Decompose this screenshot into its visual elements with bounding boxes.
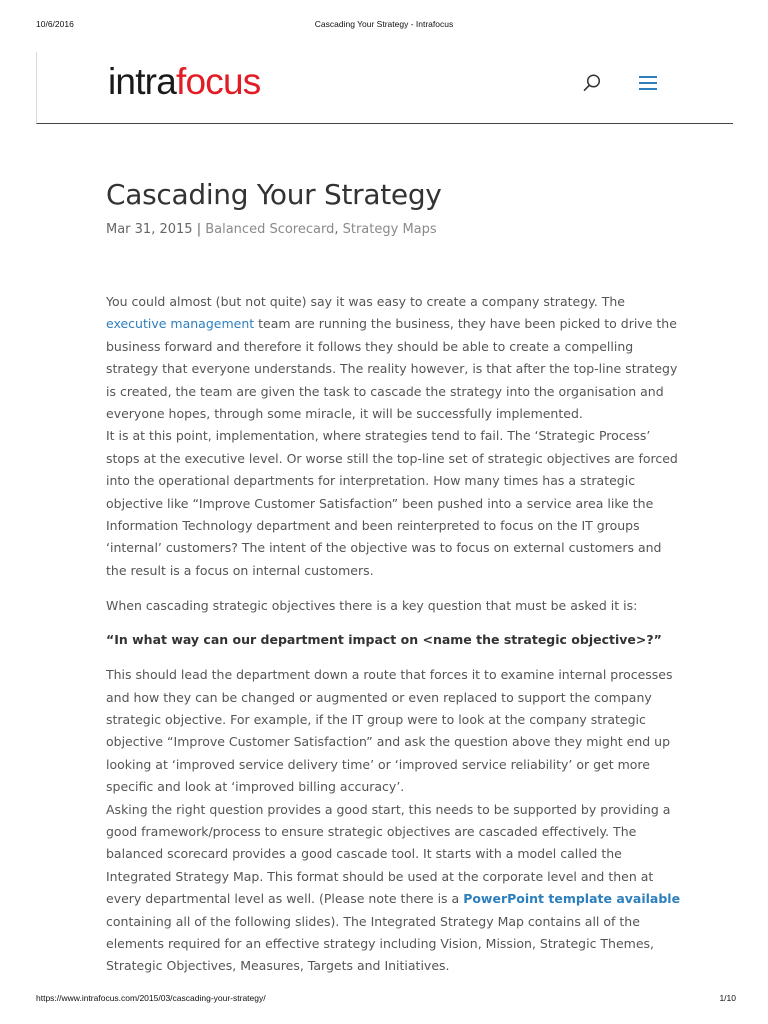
intrafocus-logo[interactable] <box>108 58 260 106</box>
post-title: Cascading Your Strategy <box>106 178 442 211</box>
text-line: containing all of the following slides). The Integrated Strategy Map contains all of the <box>106 913 640 929</box>
paragraph-key-question <box>106 595 668 617</box>
post-meta <box>106 221 437 239</box>
category-link-balanced-scorecard[interactable]: Balanced Scorecard <box>205 222 335 237</box>
print-header <box>0 19 768 31</box>
text-line <box>106 313 677 335</box>
print-page-title: Cascading Your Strategy - Intrafocus <box>314 19 454 29</box>
text-line: Strategic Objectives, Measures, Targets and Initiatives. <box>106 958 450 974</box>
post-date: Mar 31, 2015 <box>106 222 193 237</box>
paragraph-department-route <box>106 664 673 798</box>
text-line: You could almost (but not quite) say it was easy to create a company strategy. The <box>106 294 625 309</box>
logo-text-focus: focus <box>175 61 261 102</box>
print-date: 10/6/2016 <box>36 19 74 29</box>
text-line: looking at ‘improved service delivery time’ or ‘improved service reliability’ or get more <box>106 756 650 772</box>
text-line <box>106 888 681 910</box>
text-line: This should lead the department down a route that forces it to examine internal processes <box>106 667 673 683</box>
print-url: https://www.intrafocus.com/2015/03/cascading-your-strategy/ <box>36 993 266 1003</box>
text-line: Information Technology department and been reinterpreted to focus on the IT groups <box>106 518 640 534</box>
text-line: the result is a focus on internal customers. <box>106 562 374 578</box>
text-line: Integrated Strategy Map. This format should be used at the corporate level and then at <box>106 868 654 884</box>
text-line: into the operational departments for interpretation. How many times has a strategic <box>106 473 636 489</box>
text-line: When cascading strategic objectives there is a key question that must be asked it is: <box>106 598 638 614</box>
text-line: strategy that everyone understands. The reality however, is that after the top-line strategy <box>106 361 678 377</box>
text-line: elements required for an effective strategy including Vision, Mission, Strategic Themes, <box>106 935 655 951</box>
text-line: strategic objective. For example, if the IT group were to look at the company strategic <box>106 711 646 727</box>
text-line: balanced scorecard provides a good cascade tool. It starts with a model called the <box>106 846 622 862</box>
paragraph-quote <box>106 629 668 651</box>
paragraph-intro <box>106 291 678 425</box>
text-line: and how they can be changed or augmented or even replaced to support the company <box>106 689 652 705</box>
print-footer <box>0 993 768 1005</box>
text-line: everyone hopes, through some miracle, it will be successfully implemented. <box>106 406 583 422</box>
text-line: objective like “Improve Customer Satisfaction” been pushed into a service area like the <box>106 495 654 511</box>
text-line: objective “Improve Customer Satisfaction” and ask the question above they might end up <box>106 734 671 750</box>
post-content <box>106 291 681 978</box>
search-icon[interactable] <box>582 73 602 93</box>
text-line: Asking the right question provides a good start, this needs to be supported by providing a <box>106 801 671 817</box>
paragraph-framework <box>106 799 681 978</box>
hamburger-menu-icon[interactable] <box>637 74 659 92</box>
executive-management-link[interactable]: executive management <box>106 316 255 332</box>
category-link-strategy-maps[interactable]: Strategy Maps <box>342 222 437 237</box>
key-question-quote: “In what way can our department impact on <name the strategic objective>?” <box>106 631 662 647</box>
category-comma: , <box>334 222 343 237</box>
text-line: is created, the team are given the task to cascade the strategy into the organisation and <box>106 383 664 399</box>
text-line: ‘internal’ customers? The intent of the objective was to focus on external customers and <box>106 540 662 556</box>
meta-separator: | <box>192 222 206 237</box>
text-span: every departmental level as well. (Please note there is a <box>106 891 464 907</box>
logo-text-intra: intra <box>108 61 176 102</box>
text-line: stops at the executive level. Or worse still the top-line set of strategic objectives are forced <box>106 450 678 466</box>
powerpoint-template-link[interactable]: PowerPoint template available <box>463 891 681 907</box>
print-page-number: 1/10 <box>719 993 736 1003</box>
text-line: It is at this point, implementation, where strategies tend to fail. The ‘Strategic Process’ <box>106 428 651 444</box>
site-header <box>36 52 733 124</box>
text-line: good framework/process to ensure strategic objectives are cascaded effectively. The <box>106 823 637 839</box>
text-line: specific and look at ‘improved billing accuracy’. <box>106 779 405 795</box>
text-span: team are running the business, they have been picked to drive the <box>254 316 677 332</box>
text-line: business forward and therefore it follows they should be able to create a compelling <box>106 338 634 354</box>
paragraph-implementation <box>106 425 678 582</box>
